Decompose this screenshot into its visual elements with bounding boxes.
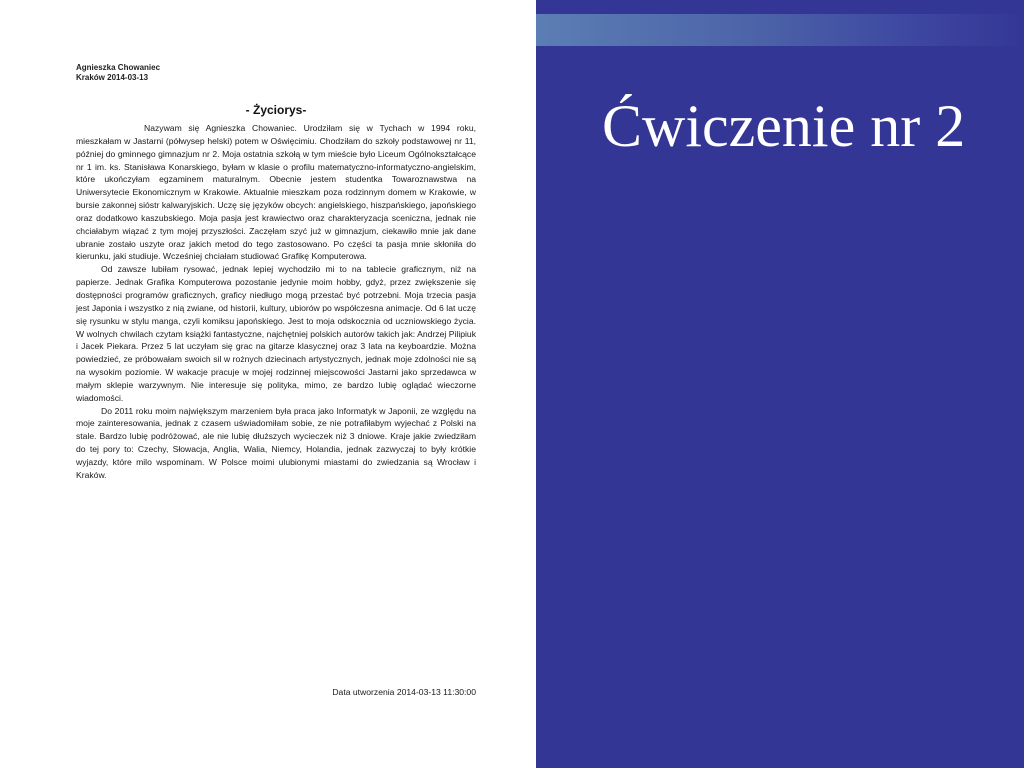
paragraph-2: Od zawsze lubiłam rysować, jednak lepiej wychodziło mi to na tablecie graficznym, niż na papierze. Jednak Grafika Komputerowa pozostanie jedynie moim hobby, gdyż, przez zwiększenie się dostępności programów graficznych, graficy niedługo mogą przestać być potrzebni. Moja trzecia pasja jest Japonia i wszystko z nią zwiane, od historii, kultury, ubiorów po współczesna animacje. Od 6 lat uczę się rysunku w stylu manga, czyli komiksu japońskiego. Jest to moja odskocznia od uczniowskiego życia. W wolnych chwilach czytam książki fantastyczne, najchętniej polskich autorów takich jak: Andrzej Pilipiuk i Jacek Piekara. Przez 5 lat uczyłam się grac na gitarze klasycznej oraz 3 lata na keyboardzie. Można powiedzieć, ze próbowałam swoich sil w rożnych dziecinach artystycznych, jednak moje zdolności nie są na wysokim poziomie. W wakacje pracuje w mojej rodzinnej miejscowości Jastarni jako sprzedawca w małym sklepie warzywnym. Nie interesuje się polityka, mimo, ze bardzo lubię oglądać wieczorne wiadomości. (76, 264, 476, 403)
paragraph-3: Do 2011 roku moim największym marzeniem była praca jako Informatyk w Japonii, ze względu na moje zainteresowania, jednak z czasem uświadomiłam sobie, ze nie potrafiłabym wyjechać z Polski na stale. Bardzo lubię podróżować, ale nie lubię dłuższych wycieczek niż 3 dniowe. Kraje jakie zwiedziłam do tej pory to: Czechy, Słowacja, Anglia, Walia, Niemcy, Holandia, jednak zazwyczaj to były krótkie wyjazdy, które milo wspominam. W Polsce moimi ulubionymi miastami do zwiedzania są Wrocław i Kraków. (76, 405, 476, 480)
place-date: Kraków 2014-03-13 (76, 73, 149, 82)
slide-title: Ćwiczenie nr 2 (602, 93, 966, 159)
document-body (76, 122, 476, 482)
accent-bar (536, 14, 1024, 46)
author-name: Agnieszka Chowaniec (76, 63, 161, 72)
creation-date: Data utworzenia 2014-03-13 11:30:00 (332, 687, 476, 697)
paragraph-1: Nazywam się Agnieszka Chowaniec. Urodziłam się w Tychach w 1994 roku, mieszkałam w Jastarni (półwysep helski) potem w Oświęcimiu. Chodziłam do szkoły podstawowej nr 11, później do gminnego gimnazjum nr 2. Moja ostatnia szkołą w tym mieście było Liceum Ogólnokształcące nr 1 im. ks. Stanisława Konarskiego, byłam w klasie o profilu matematyczno-informatyczno-angielskim, które ukończyłam egzaminem maturalnym. Obecnie jestem studentka Towaroznawstwa na Uniwersytecie Ekonomicznym w Krakowie. Aktualnie mieszkam poza rodzinnym domem w Krakowie, w bursie zakonnej sióstr kalwaryjskich. Uczę się języków obcych: angielskiego, hiszpańskiego, japońskiego oraz dodatkowo kaszubskiego. Moja pasja jest krawiectwo oraz charakteryzacja sceniczna, jednak nie chciałabym wiązać z tym mojej przyszłości. Zaczęłam szyć już w gimnazjum, ciekawiło mnie jak dane ubranie zostało uszyte oraz jakich metod do tego zastosowano. Po części ta pasja mnie skłoniła do kierunku, jaki studiuje. Wcześniej chciałam studiować Grafikę Komputerowa. (76, 123, 476, 262)
slide-panel (536, 0, 1024, 768)
document-header (76, 63, 160, 83)
document-title: - Życiorys- (245, 103, 307, 117)
